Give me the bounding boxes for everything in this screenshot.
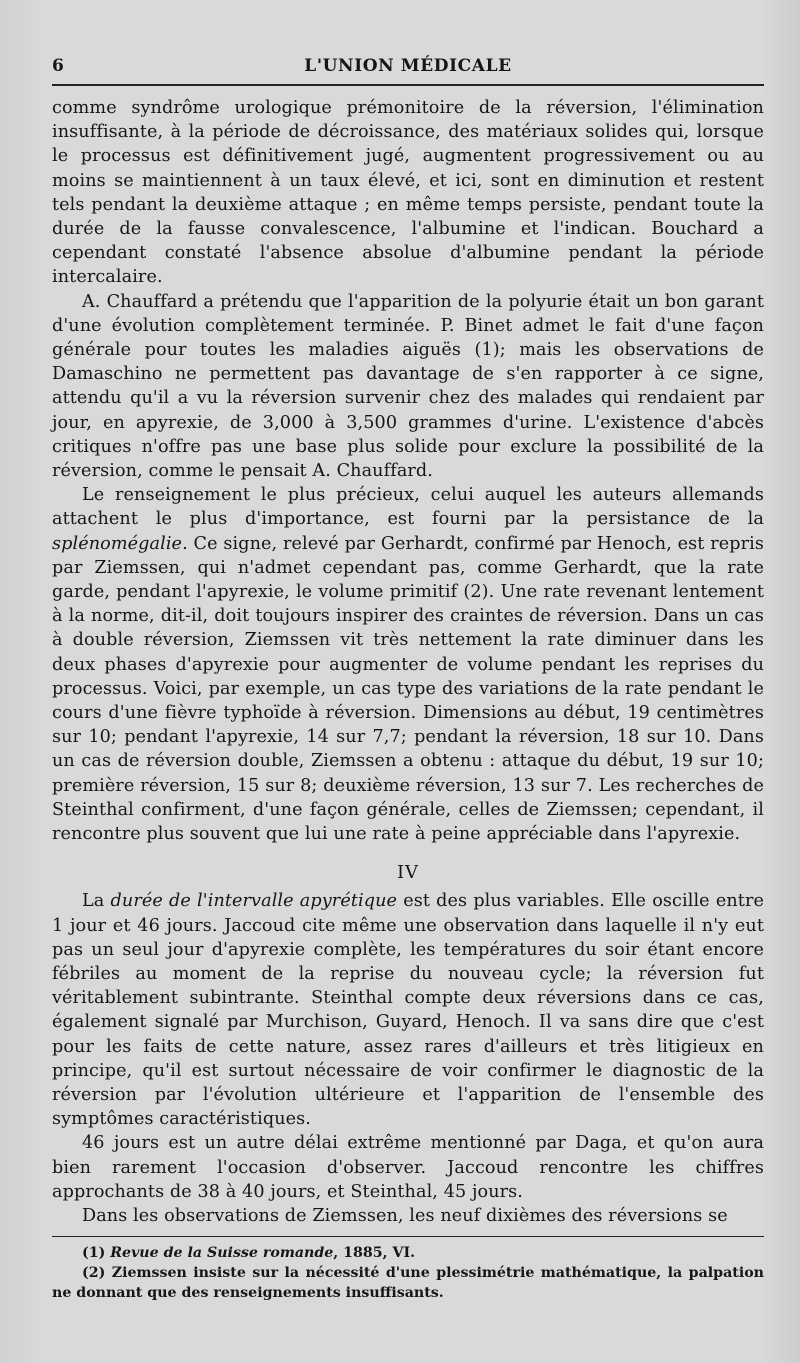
page-number: 6 — [52, 56, 64, 76]
footnote-1-mark: (1) — [82, 1245, 111, 1262]
header-rule — [52, 84, 764, 86]
body-text — [52, 96, 764, 1228]
paragraph-6: Dans les observations de Ziemssen, les neuf dixièmes des réversions se — [82, 1205, 728, 1226]
paragraph-4-text-b: est des plus variables. Elle oscille entre 1 jour et 46 jours. Jaccoud cite même une observation dans laquelle il n'y eut pas un seul jour d'apyrexie complète, les températures du soir étant encore fébriles au moment de la reprise du nouveau cycle; la réversion fut véritablement subintrante. Steinthal compte deux réversions dans ce cas, également signalé par Murchison, Guyard, Henoch. Il va sans dire que c'est pour les faits de cette nature, assez rares d'ailleurs et très litigieux en principe, qu'il est surtout nécessaire de voir confirmer le diagnostic de la réversion par l'évolution ultérieure et l'apparition de l'ensemble des symptômes caractéristiques. — [52, 891, 764, 1130]
paragraph-3-text-b: Ce signe, relevé par Gerhardt, confirmé par Henoch, est repris par Ziemssen, qui n'admet cependant pas, comme Gerhardt, que la rate garde, pendant l'apyrexie, le volume primitif (2). Une rate revenant lentement à la norme, dit-il, doit toujours inspirer des craintes de réversion. Dans un cas à double réversion, Ziemssen vit très nettement la rate diminuer dans les deux phases d'apyrexie pour augmenter de volume pendant les reprises du processus. Voici, par exemple, un cas type des variations de la rate pendant le cours d'une fièvre typhoïde à réversion. Dimensions au début, 19 centimètres sur 10; pendant l'apyrexie, 14 sur 7,7; pendant la réversion, 18 sur 10. Dans un cas de réversion double, Ziemssen a obtenu : attaque du début, 19 sur 10; première réversion, 15 sur 8; deuxième réversion, 13 sur 7. Les recherches de Steinthal confirment, d'une façon générale, celles de Ziemssen; cependant, il rencontre plus souvent que lui une rate à peine appréciable dans l'apyrexie. — [52, 533, 764, 845]
paragraph-4-emphasis: durée de l'intervalle apyrétique — [110, 891, 398, 912]
paragraph-3-text-a: Le renseignement le plus précieux, celui auquel les auteurs allemands attachent le plus d'importance, est fourni par la persistance de la — [52, 485, 764, 530]
paragraph-3 — [52, 483, 764, 846]
running-head — [52, 50, 764, 82]
footnote-1-title: Revue de la Suisse romande — [110, 1245, 334, 1262]
paragraph-4-text-a: La — [82, 891, 111, 912]
footnote-2: (2) Ziemssen insiste sur la nécessité d'une plessimétrie mathématique, la palpation ne donnant que des renseignements insuffisants. — [52, 1265, 764, 1302]
paragraph-3-emphasis: splénomégalie. — [52, 533, 188, 554]
paragraph-2: A. Chauffard a prétendu que l'apparition de la polyurie était un bon garant d'une évolution complètement terminée. P. Binet admet le fait d'une façon générale pour toutes les maladies aiguës (1); mais les observations de Damaschino ne permettent pas davantage de s'en rapporter à ce signe, attendu qu'il a vu la réversion survenir chez des malades qui rendaient par jour, en apyrexie, de 3,000 à 3,500 grammes d'urine. L'existence d'abcès critiques n'offre pas une base plus solide pour exclure la possibilité de la réversion, comme le pensait A. Chauffard. — [52, 291, 764, 482]
paragraph-4 — [52, 889, 764, 1131]
footnote-1-rest: , 1885, VI. — [333, 1245, 416, 1262]
footnotes — [52, 1243, 764, 1303]
footnote-rule — [52, 1236, 764, 1237]
paragraph-5: 46 jours est un autre délai extrême mentionné par Daga, et qu'on aura bien rarement l'occasion d'observer. Jaccoud rencontre les chiffres approchants de 38 à 40 jours, et Steinthal, 45 jours. — [52, 1133, 764, 1202]
section-heading: IV — [396, 862, 420, 884]
document-page — [52, 50, 764, 1303]
journal-title: L'UNION MÉDICALE — [304, 56, 512, 76]
paragraph-1: comme syndrôme urologique prémonitoire de la réversion, l'élimination insuffisante, à la période de décroissance, des matériaux solides qui, lorsque le processus est définitivement jugé, augmentent progressivement ou au moins se maintiennent à un taux élevé, et ici, sont en diminution et restent tels pendant la deuxième attaque ; en même temps persiste, pendant toute la durée de la fausse convalescence, l'albumine et l'indican. Bouchard a cependant constaté l'absence absolue d'albumine pendant la période intercalaire. — [52, 98, 764, 288]
footnote-1 — [52, 1243, 764, 1263]
